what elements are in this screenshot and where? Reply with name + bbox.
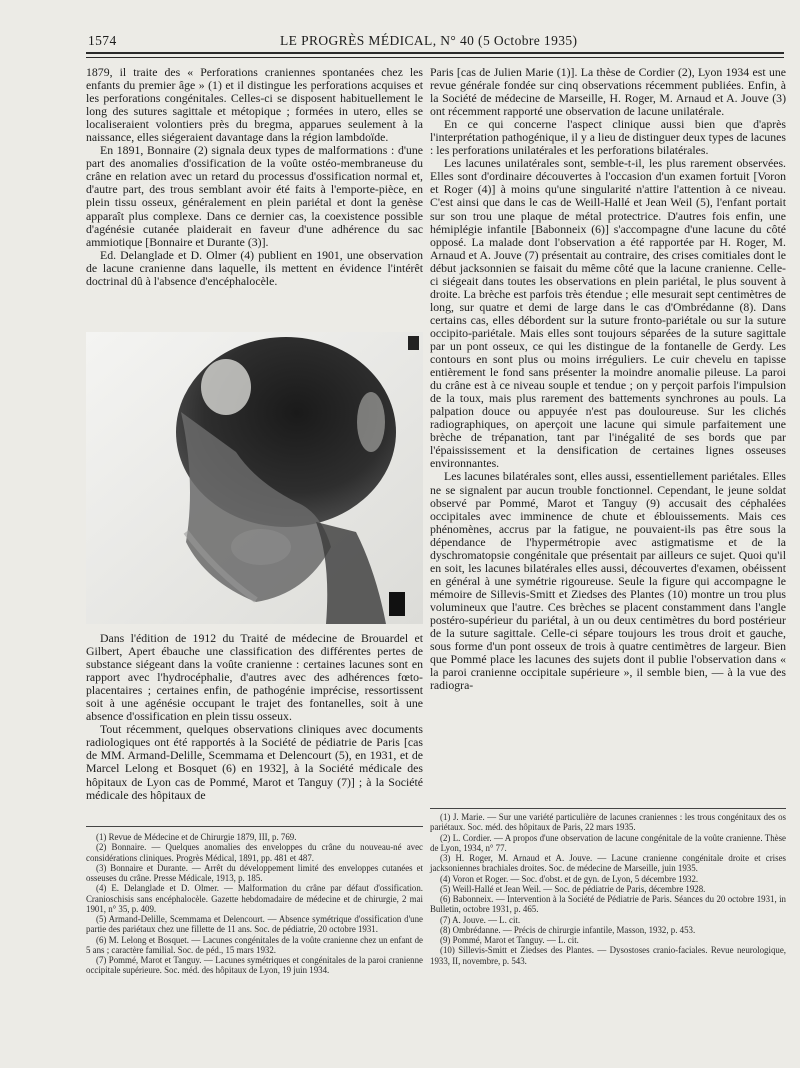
right-column	[430, 66, 786, 692]
page-number: 1574	[88, 33, 117, 48]
header-rule-thin	[86, 57, 784, 58]
header-rule	[86, 52, 784, 54]
footnotes-left	[86, 832, 423, 976]
footnote: (1) Revue de Médecine et de Chirurgie 1879, III, p. 769.	[96, 832, 297, 842]
paragraph: Dans l'édition de 1912 du Traité de médecine de Brouardel et Gilbert, Apert ébauche une classification des différentes pertes de substance siégeant dans la voûte cranienne : certaines lacunes sont en rapport avec l'hydrocéphalie, d'autres avec des adhérences fœto-placentaires ; certaines enfin, de pathogénie imprécise, ressortissent soit à une agénésie occupant le trajet des fontanelles, soit à une absence d'ossification en plein tissu osseux.	[86, 631, 423, 724]
footnote: (6) M. Lelong et Bosquet. — Lacunes congénitales de la voûte cranienne chez un enfant de 5 ans ; caractère familial. Soc. de péd., 15 mars 1932.	[86, 934, 423, 955]
footnote: (3) H. Roger, M. Arnaud et A. Jouve. — Lacune cranienne congénitale droite et crises jacksoniennes brachiales droites. Soc. de médecine de Marseille, juin 1935.	[430, 853, 786, 874]
skull-radiograph-figure	[86, 332, 423, 624]
footnote: (8) Ombrédanne. — Précis de chirurgie infantile, Masson, 1932, p. 453.	[440, 924, 696, 935]
paragraph: Les lacunes unilatérales sont, semble-t-il, les plus rarement observées. Elles sont d'ordinaire découvertes à l'occasion d'un examen fortuit [Voron et Roger (4)] à moins qu'une singularité n'attire l'attention à ce niveau. C'est ainsi que dans le cas de Weill-Hallé et Jean Weil (5), l'enfant portait sur son trou une plaque de métal protectrice. D'autres fois enfin, une hémiplégie infantile [Babonneix (6)] s'accompagne d'une lacune du côté opposé. La malade dont l'observation a été rapportée par H. Roger, M. Arnaud et A. Jouve (7) présentait au contraire, des crises comitiales dont le début jacksonnien se faisait du même côté que la lacune cranienne. Celle-ci siégeait dans toutes les observations en plein pariétal, le plus souvent à droite. La brèche est parfois très étendue ; elle mesurait sept centimètres de long, sur quatre et demi de large dans le cas d'Ombrédanne (8). Dans certains cas, elles débordent sur la suture fronto-pariétale ou sur la suture occipito-pariétale. Mais elles sont toujours séparées de la suture sagittale par un pont osseux, ce qui les distingue de la fontanelle de Gerdy. Les contours en sont plus ou moins irréguliers. Le cuir chevelu en tapisse entièrement le fond sans présenter la moindre anomalie pileuse. La paroi du crâne est à ce niveau souple et tendue ; on y perçoit parfois l'impulsion de la toux, mais plus rarement des battements synchrones au pouls. La palpation douce ou appuyée n'est pas douloureuse. Sur les clichés radiographiques, on aperçoit une lacune qui simule parfaitement une brèche de trépanation, tant par l'inégalité de ses bords que par l'épaississement et la densification de certaines lignes osseuses environnantes.	[430, 156, 786, 471]
footnote: (7) A. Jouve. — L. cit.	[440, 914, 521, 925]
footnote-rule	[86, 826, 423, 827]
footnote: (10) Sillevis-Smitt et Ziedses des Plantes. — Dysostoses cranio-faciales. Revue neurologique, 1933, II, novembre, p. 543.	[430, 945, 786, 966]
paragraph: Ed. Delanglade et D. Olmer (4) publient en 1901, une observation de lacune cranienne dans laquelle, ils mettent en évidence l'intérêt doctrinal dû à l'absence d'encéphalocèle.	[86, 247, 423, 288]
footnote: (9) Pommé, Marot et Tanguy. — L. cit.	[440, 935, 579, 945]
footnote: (4) E. Delanglade et D. Olmer. — Malformation du crâne par défaut d'ossification. Cranioschisis sans encéphalocèle. Gazette hebdomadaire de médecine et de chirurgie, 2 mai 1901, n° 35, p. 409.	[86, 883, 423, 914]
paragraph: En ce qui concerne l'aspect clinique aussi bien que d'après l'interprétation pathogénique, il y a lieu de distinguer deux types de lacunes : les perforations unilatérales et les perforations bilatérales.	[430, 117, 786, 158]
paragraph: 1879, il traite des « Perforations craniennes spontanées chez les enfants du premier âge » (1) et il distingue les perforations acquises et les perforations congénitales. Celles-ci se disposent habituellement le long des sutures sagittale et métopique ; formées in utero, elles se localiseraient volontiers près du bregma, apparues seulement à la naissance, elles siégeraient davantage dans la région lambdoïde.	[86, 65, 423, 145]
footnote: (1) J. Marie. — Sur une variété particulière de lacunes craniennes : les trous congénitaux des os pariétaux. Soc. méd. des hôpitaux de Paris, 22 mars 1935.	[430, 812, 786, 833]
footnote: (5) Armand-Delille, Scemmama et Delencourt. — Absence symétrique d'ossification d'une partie des pariétaux chez une fillette de 11 ans. Soc. de pédiatrie, 20 octobre 1931.	[86, 914, 423, 935]
left-column-bottom	[86, 632, 423, 802]
footnote: (4) Voron et Roger. — Soc. d'obst. et de gyn. de Lyon, 5 décembre 1932.	[440, 873, 699, 884]
paragraph: Tout récemment, quelques observations cliniques avec documents radiologiques ont été rapportés à la Société de pédiatrie de Paris [cas de MM. Armand-Delille, Scemmama et Delencourt (5), en 1931, et de Marcel Lelong et Bosquet (6) en 1932], à la Société médicale des hôpitaux de Lyon cas de Pommé, Marot et Tanguy (7)] ; à la Société médicale des hôpitaux de	[86, 722, 423, 802]
footnote: (2) Bonnaire. — Quelques anomalies des enveloppes du crâne du nouveau-né avec considérations cliniques. Progrès Médical, 1891, pp. 481 et 487.	[86, 842, 423, 863]
footnote: (6) Babonneix. — Intervention à la Société de Pédiatrie de Paris. Séances du 20 octobre 1931, in Bulletin, octobre 1931, p. 465.	[430, 894, 786, 915]
paragraph: Les lacunes bilatérales sont, elles aussi, essentiellement pariétales. Elles ne se signalent par aucun trouble fonctionnel. Cependant, le jeune soldat observé par Pommé, Marot et Tanguy (9) accusait des céphalées occipitales avec imminence de chute et éblouissements. Mais ces phénomènes, accrus par la fatigue, ne pouvaient-ils pas être sous la dépendance de l'hypermétropie avec astigmatisme et de la dyschromatopsie congénitale que présentait par ailleurs ce sujet. Quoi qu'il en soit, les lacunes bilatérales elles aussi, découvertes d'examen, obéissent en général à une symétrie rigoureuse. Seule la figure qui accompagne le mémoire de Sillevis-Smitt et Ziedses des Plantes (10) montre un trou plus volumineux que l'autre. Ces brèches se placent constamment dans l'angle postéro-supérieur du pariétal, à un ou deux centimètres du bord postérieur de la suture sagittale. Celle-ci sépare toujours les trous droit et gauche, sous forme d'un pont osseux de trois à quatre centimètres de largeur. Bien que Pommé place les lacunes des sujets dont il publie l'observation dans « la paroi cranienne occipitale supérieure », il semble bien, — à la vue des radiogra-	[430, 469, 786, 693]
paragraph: Paris [cas de Julien Marie (1)]. La thèse de Cordier (2), Lyon 1934 est une revue générale fondée sur cinq observations récemment publiées. Enfin, à la Société de médecine de Marseille, H. Roger, M. Arnaud et A. Jouve (3) ont récemment rapporté une observation de lacune unilatérale.	[430, 65, 786, 119]
left-column-top	[86, 66, 423, 288]
footnote: (2) L. Cordier. — A propos d'une observation de lacune congénitale de la voûte cranienne. Thèse de Lyon, 1934, n° 77.	[430, 832, 786, 853]
journal-title: LE PROGRÈS MÉDICAL, N° 40 (5 Octobre 1935)	[280, 33, 578, 48]
footnote: (5) Weill-Hallé et Jean Weil. — Soc. de pédiatrie de Paris, décembre 1928.	[440, 883, 706, 894]
page-header	[88, 31, 782, 53]
footnote: (7) Pommé, Marot et Tanguy. — Lacunes symétriques et congénitales de la paroi cranienne occipitale supérieure. Soc. méd. des hôpitaux de Lyon, 19 juin 1934.	[86, 955, 423, 976]
footnotes-right	[430, 812, 786, 966]
footnote: (3) Bonnaire et Durante. — Arrêt du développement limité des enveloppes cutanées et osseuses du crâne. Presse Médicale, 1913, p. 185.	[86, 862, 423, 883]
radiograph-image	[86, 332, 423, 624]
paragraph: En 1891, Bonnaire (2) signala deux types de malformations : d'une part des anomalies d'ossification de la voûte ostéo-membraneuse du crâne en relation avec un retard du processus d'ossification normal et, d'autre part, des trous semblant avoir été faits à l'emporte-pièce, en plein tissu osseux, généralement en plein pariétal et dont la genèse apparaît plus complexe. Dans ce dernier cas, la coexistence possible d'agénésie cutanée plaiderait en faveur d'une adhérence du sac ammiotique [Bonnaire et Durante (3)].	[86, 143, 423, 249]
footnote-rule	[430, 808, 786, 809]
